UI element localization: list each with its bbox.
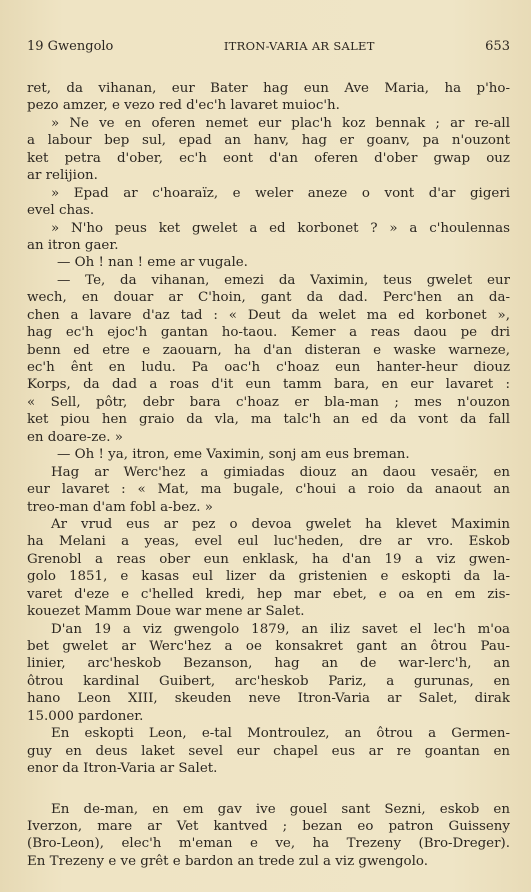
paragraph — [27, 254, 510, 271]
paragraph — [27, 115, 510, 185]
text-line: ôtrou kardinal Guibert, arc'heskob Pariz, a gurunas, en — [27, 673, 510, 689]
text-line: an itron gaer. — [27, 237, 119, 253]
text-line: a labour bep sul, epad an hanv, hag er goanv, pa n'ouzont — [27, 133, 510, 149]
text-line: Grenobl a reas ober eun enklask, ha d'an 19 a viz gwen- — [27, 551, 510, 567]
text-line: Korps, da dad a roas d'it eun tamm bara, en eur lavaret : — [27, 377, 510, 393]
text-line: ket piou hen graio da vla, ma talc'h an ed da vont da fall — [27, 412, 510, 428]
text-line: kouezet Mamm Doue war mene ar Salet. — [27, 604, 305, 620]
text-line: enor da Itron-Varia ar Salet. — [27, 761, 218, 777]
text-line: « Sell, pôtr, debr bara c'hoaz er bla-man ; mes n'ouzon — [27, 394, 510, 410]
text-line: » Epad ar c'hoaraïz, e weler aneze o vont d'ar gigeri — [51, 185, 510, 201]
text-line: ket petra d'ober, ec'h eont d'an oferen d'ober gwap ouz — [27, 150, 510, 166]
running-head — [27, 38, 510, 55]
text-line: » N'ho peus ket gwelet a ed korbonet ? » a c'houlennas — [51, 220, 510, 236]
text-line: chen a lavare d'az tad : « Deut da welet ma ed korbonet », — [27, 307, 510, 323]
text-line: » Ne ve en oferen nemet eur plac'h koz bennak ; ar re-all — [51, 115, 510, 131]
text-line: — Te, da vihanan, emezi da Vaximin, teus gwelet eur — [57, 272, 510, 288]
paragraph — [27, 801, 510, 871]
text-line: varet d'eze e c'helled kredi, hep mar ebet, e oa en em zis- — [27, 586, 510, 602]
text-line: 15.000 pardoner. — [27, 708, 144, 724]
text-line: golo 1851, e kasas eul lizer da gristenien e eskopti da la- — [27, 569, 510, 585]
paragraph — [27, 621, 510, 726]
text-line: wech, en douar ar C'hoin, gant da dad. Perc'hen an da- — [27, 290, 510, 306]
page-number: 653 — [485, 39, 510, 54]
section-gap — [27, 778, 510, 801]
text-line: treo-man d'am fobl a-bez. » — [27, 499, 213, 515]
header-date: 19 Gwengolo — [27, 39, 114, 54]
text-line: ar relijion. — [27, 168, 98, 184]
text-line: — Oh ! nan ! eme ar vugale. — [57, 255, 248, 271]
text-line: ec'h ênt en ludu. Pa oac'h c'hoaz eun hanter-heur diouz — [27, 360, 510, 375]
text-line: en doare-ze. » — [27, 429, 123, 445]
header-title: ITRON-VARIA AR SALET — [223, 39, 375, 53]
paragraph — [27, 446, 510, 463]
text-line: D'an 19 a viz gwengolo 1879, an iliz savet el lec'h m'oa — [51, 621, 510, 637]
paragraph — [27, 464, 510, 516]
text-line: hag ec'h ejoc'h gantan ho-taou. Kemer a reas daou pe dri — [27, 325, 510, 341]
text-line: pezo amzer, e vezo red d'ec'h lavaret muioc'h. — [27, 98, 340, 114]
text-line: guy en deus laket sevel eur chapel eus ar re goantan en — [27, 743, 510, 759]
text-line: eur lavaret : « Mat, ma bugale, c'houi a roio da anaout an — [27, 482, 510, 498]
paragraph — [27, 725, 510, 777]
paragraph — [27, 272, 510, 446]
text-line: — Oh ! ya, itron, eme Vaximin, sonj am eus breman. — [57, 447, 410, 463]
text-line: Hag ar Werc'hez a gimiadas diouz an daou vesaër, en — [51, 464, 510, 480]
paragraph — [27, 80, 510, 115]
text-line: ha Melani a yeas, evel eul luc'heden, dre ar vro. Eskob — [27, 534, 510, 550]
text-line: Iverzon, mare ar Vet kantved ; bezan eo patron Guisseny — [27, 818, 510, 834]
paragraph — [27, 220, 510, 255]
text-line: En de-man, en em gav ive gouel sant Sezni, eskob en — [51, 801, 510, 817]
text-line: En Trezeny e ve grêt e bardon an trede zul a viz gwengolo. — [27, 853, 428, 869]
body-text — [27, 80, 510, 870]
text-line: (Bro-Leon), elec'h m'eman e ve, ha Trezeny (Bro-Dreger). — [27, 836, 510, 852]
text-line: benn ed etre e zaouarn, ha d'an disteran e waske warneze, — [27, 342, 510, 358]
text-line: hano Leon XIII, skeuden neve Itron-Varia ar Salet, dirak — [27, 691, 510, 707]
text-line: ret, da vihanan, eur Bater hag eun Ave Maria, ha p'ho- — [27, 81, 510, 96]
text-line: linier, arc'heskob Bezanson, hag an de war-lerc'h, an — [27, 656, 510, 672]
text-line: bet gwelet ar Werc'hez a oe konsakret gant an ôtrou Pau- — [27, 639, 510, 654]
paragraph — [27, 185, 510, 220]
text-line: En eskopti Leon, e-tal Montroulez, an ôtrou a Germen- — [51, 726, 510, 742]
text-line: evel chas. — [27, 203, 95, 219]
paragraph — [27, 516, 510, 621]
text-line: Ar vrud eus ar pez o devoa gwelet ha klevet Maximin — [51, 516, 510, 532]
